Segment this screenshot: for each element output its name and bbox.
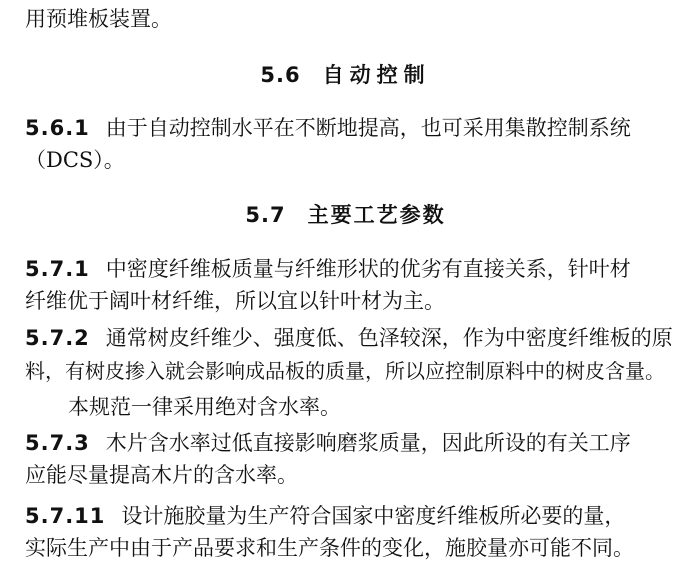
clause-number: 5.7.2: [25, 326, 90, 350]
clause-5-7-1: [25, 254, 631, 284]
clause-text: 由于自动控制水平在不断地提高，也可采用集散控制系统: [105, 116, 631, 140]
clause-text: 通常树皮纤维少、强度低、色泽较深，作为中密度纤维板的原: [105, 326, 673, 350]
text-content: （DCS）。: [25, 148, 125, 172]
section-title: 主要工艺参数: [307, 202, 446, 227]
text-content: 纤维优于阔叶材纤维，所以宜以针叶材为主。: [25, 289, 445, 313]
text-content: 应能尽量提高木片的含水率。: [25, 463, 298, 487]
text-line: [25, 460, 298, 490]
clause-5-7-3: [25, 428, 631, 458]
text-line: [25, 533, 634, 563]
text-content: 本规范一律采用绝对含水率。: [68, 395, 341, 419]
clause-5-7-11: [25, 501, 625, 531]
clause-number: 5.6.1: [25, 116, 90, 140]
text-content: 实际生产中由于产品要求和生产条件的变化，施胶量亦可能不同。: [25, 536, 634, 560]
text-line: [25, 4, 172, 34]
section-title: 自动控制: [322, 62, 431, 87]
section-number: 5.6: [260, 63, 301, 87]
clause-text: 设计施胶量为生产符合国家中密度纤维板所必要的量，: [121, 504, 626, 528]
clause-number: 5.7.1: [25, 257, 90, 281]
text-content: 料，有树皮掺入就会影响成品板的质量，所以应控制原料中的树皮含量。: [25, 359, 665, 383]
text-content: 用预堆板装置。: [25, 7, 172, 31]
clause-text: 木片含水率过低直接影响磨浆质量，因此所设的有关工序: [105, 431, 631, 455]
clause-5-6-1: [25, 113, 631, 143]
clause-5-7-2: [25, 323, 673, 353]
text-line: [25, 286, 445, 316]
text-line: [25, 145, 125, 175]
section-number: 5.7: [245, 203, 286, 227]
section-heading-5-7: [0, 200, 691, 230]
text-line: [68, 392, 341, 422]
section-heading-5-6: [0, 60, 691, 90]
clause-number: 5.7.11: [25, 504, 106, 528]
text-line: [25, 356, 665, 386]
clause-text: 中密度纤维板质量与纤维形状的优劣有直接关系，针叶材: [105, 257, 631, 281]
clause-number: 5.7.3: [25, 431, 90, 455]
